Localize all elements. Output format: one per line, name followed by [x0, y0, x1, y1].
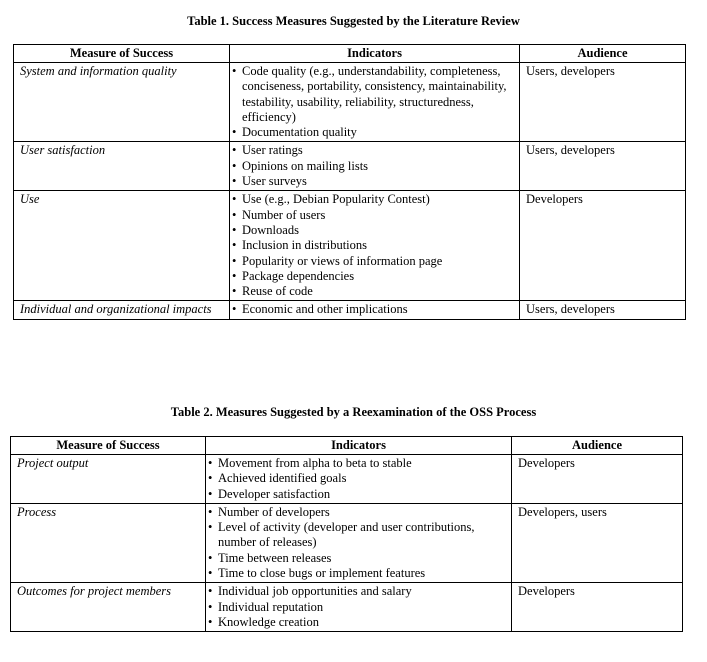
indicator-item: • Number of developers [206, 505, 507, 520]
column-header-measure: Measure of Success [14, 45, 230, 63]
indicator-item: • Time to close bugs or implement features [206, 566, 507, 581]
table-row [14, 63, 686, 142]
indicator-item: • Economic and other implications [230, 302, 515, 317]
measure-cell: Individual and organizational impacts [14, 301, 230, 319]
indicator-item: • Code quality (e.g., understandability, completeness, conciseness, portability, consistency, maintainability, testability, usability, reliability, structuredness, efficiency) [230, 64, 515, 125]
indicator-item: • User surveys [230, 174, 515, 189]
indicator-item: • Reuse of code [230, 284, 515, 299]
column-header-audience: Audience [520, 45, 686, 63]
indicators-cell [206, 583, 512, 632]
indicator-item: • Individual job opportunities and salary [206, 584, 507, 599]
measure-cell: Use [14, 191, 230, 301]
indicators-cell [206, 455, 512, 504]
column-header-audience: Audience [512, 437, 683, 455]
audience-cell: Users, developers [520, 63, 686, 142]
indicators-cell [230, 63, 520, 142]
indicator-item: • Individual reputation [206, 600, 507, 615]
indicator-item: • Popularity or views of information page [230, 254, 515, 269]
table2-header-row [11, 437, 683, 455]
indicators-cell [230, 142, 520, 191]
table2-caption: Table 2. Measures Suggested by a Reexamination of the OSS Process [170, 405, 537, 419]
audience-cell: Developers [512, 455, 683, 504]
indicator-item: • Achieved identified goals [206, 471, 507, 486]
column-header-measure: Measure of Success [11, 437, 206, 455]
audience-cell: Developers [512, 583, 683, 632]
measure-cell: Outcomes for project members [11, 583, 206, 632]
table1-caption: Table 1. Success Measures Suggested by the Literature Review [187, 14, 520, 28]
audience-cell: Developers, users [512, 503, 683, 582]
table-row [14, 142, 686, 191]
table-row [14, 301, 686, 319]
indicator-item: • Knowledge creation [206, 615, 507, 630]
indicator-item: • Time between releases [206, 551, 507, 566]
table-row [14, 191, 686, 301]
measure-cell: Process [11, 503, 206, 582]
indicator-item: • Number of users [230, 208, 515, 223]
table2 [10, 436, 683, 632]
indicator-item: • Level of activity (developer and user contributions, number of releases) [206, 520, 507, 551]
table1-header-row [14, 45, 686, 63]
column-header-indicators: Indicators [230, 45, 520, 63]
indicator-item: • Downloads [230, 223, 515, 238]
indicators-cell [206, 503, 512, 582]
indicator-item: • Developer satisfaction [206, 487, 507, 502]
measure-cell: Project output [11, 455, 206, 504]
indicator-item: • Documentation quality [230, 125, 515, 140]
measure-cell: System and information quality [14, 63, 230, 142]
indicator-item: • User ratings [230, 143, 515, 158]
measure-cell: User satisfaction [14, 142, 230, 191]
table1 [13, 44, 686, 320]
indicators-cell [230, 301, 520, 319]
indicator-item: • Opinions on mailing lists [230, 159, 515, 174]
indicator-item: • Movement from alpha to beta to stable [206, 456, 507, 471]
audience-cell: Users, developers [520, 142, 686, 191]
table-row [11, 583, 683, 632]
audience-cell: Developers [520, 191, 686, 301]
indicator-item: • Package dependencies [230, 269, 515, 284]
indicators-cell [230, 191, 520, 301]
audience-cell: Users, developers [520, 301, 686, 319]
column-header-indicators: Indicators [206, 437, 512, 455]
indicator-item: • Inclusion in distributions [230, 238, 515, 253]
table-row [11, 503, 683, 582]
indicator-item: • Use (e.g., Debian Popularity Contest) [230, 192, 515, 207]
table-row [11, 455, 683, 504]
